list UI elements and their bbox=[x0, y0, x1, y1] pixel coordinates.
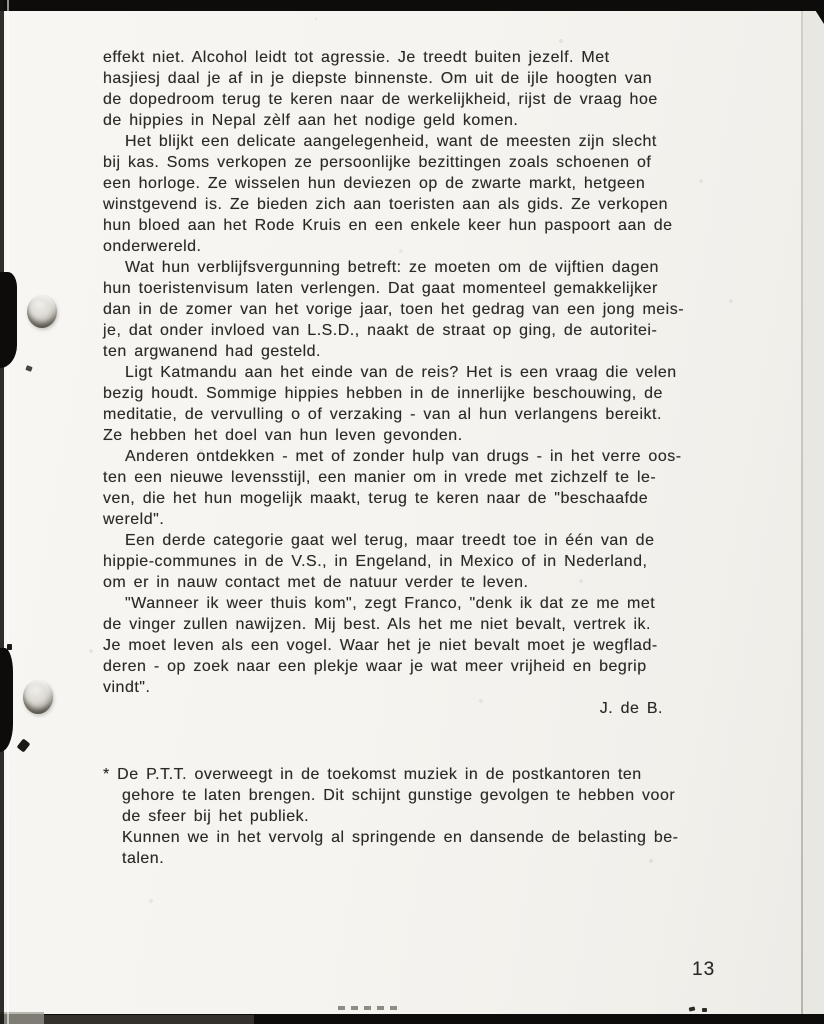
scan-artifact-blob bbox=[0, 272, 17, 368]
body-text bbox=[103, 47, 763, 869]
paragraph bbox=[103, 446, 763, 530]
text-line: Ze hebben het doel van hun leven gevonden. bbox=[103, 427, 463, 444]
text-line: Ligt Katmandu aan het einde van de reis? Het is een vraag die velen bbox=[125, 364, 677, 381]
text-line: bezig houdt. Sommige hippies hebben in de innerlijke beschouwing, de bbox=[103, 385, 663, 402]
paragraph bbox=[103, 47, 763, 131]
paragraph bbox=[103, 362, 763, 446]
text-line: een horloge. Ze wisselen hun deviezen op de zwarte markt, hetgeen bbox=[103, 175, 646, 192]
text-line: Anderen ontdekken - met of zonder hulp van drugs - in het verre oos- bbox=[125, 448, 682, 465]
text-line: wereld". bbox=[103, 511, 165, 528]
page-edge-right bbox=[801, 0, 803, 1014]
text-line: ten argwanend had gesteld. bbox=[103, 343, 321, 360]
text-line: ven, die het hun mogelijk maakt, terug te keren naar de "beschaafde bbox=[103, 490, 649, 507]
cutoff-mark bbox=[702, 1008, 707, 1012]
text-line: deren - op zoek naar een plekje waar je wat meer vrijheid en begrip bbox=[103, 658, 647, 675]
text-line: meditatie, de vervulling o of verzaking - van al hun verlangens bereikt. bbox=[103, 406, 662, 423]
footnote-line: talen. bbox=[122, 850, 165, 867]
paper-texture bbox=[315, 18, 317, 20]
cutoff-text-smudge bbox=[338, 1006, 400, 1010]
text-line: bij kas. Soms verkopen ze persoonlijke bezittingen zoals schoenen of bbox=[103, 154, 652, 171]
scan-smear bbox=[44, 1015, 254, 1024]
text-line: dan in de zomer van het vorige jaar, toen het gedrag van een jong meis- bbox=[103, 301, 685, 318]
footnote-line: gehore te laten brengen. Dit schijnt gunstige gevolgen te hebben voor bbox=[122, 787, 676, 804]
scan-speck bbox=[7, 644, 12, 650]
text-line: Een derde categorie gaat wel terug, maar treedt toe in één van de bbox=[125, 532, 655, 549]
scan-speck bbox=[17, 738, 31, 752]
text-line: je, dat onder invloed van L.S.D., naakt de straat op ging, de autoritei- bbox=[103, 322, 658, 339]
author-initials: J. de B. bbox=[599, 700, 663, 717]
footnote bbox=[103, 764, 763, 869]
scan-edge-left bbox=[0, 0, 4, 1024]
footnote-line: Kunnen we in het vervolg al springende en dansende de belasting be- bbox=[122, 829, 679, 846]
paragraph bbox=[103, 530, 763, 593]
punch-hole bbox=[27, 295, 57, 328]
text-line: de hippies in Nepal zèlf aan het nodige geld komen. bbox=[103, 112, 519, 129]
scan-scratch bbox=[7, 0, 9, 1024]
text-line: Wat hun verblijfsvergunning betreft: ze moeten om de vijftien dagen bbox=[125, 259, 659, 276]
text-line: Het blijkt een delicate aangelegenheid, want de meesten zijn slecht bbox=[125, 133, 657, 150]
text-line: effekt niet. Alcohol leidt tot agressie. Je treedt buiten jezelf. Met bbox=[103, 49, 610, 66]
text-line: ten een nieuwe levensstijl, een manier om in vrede met zichzelf te le- bbox=[103, 469, 657, 486]
punch-hole bbox=[23, 680, 53, 714]
scan-speck bbox=[25, 365, 32, 372]
paragraph bbox=[103, 257, 763, 362]
text-line: hasjiesj daal je af in je diepste binnenste. Om uit de ijle hoogten van bbox=[103, 70, 653, 87]
scan-edge-top bbox=[0, 0, 824, 11]
text-line: onderwereld. bbox=[103, 238, 202, 255]
text-line: de dopedroom terug te keren naar de werkelijkheid, rijst de vraag hoe bbox=[103, 91, 658, 108]
text-line: hippie-communes in de V.S., in Engeland, in Mexico of in Nederland, bbox=[103, 553, 648, 570]
cutoff-mark bbox=[689, 1006, 696, 1011]
page-number: 13 bbox=[692, 959, 716, 980]
text-line: hun bloed aan het Rode Kruis en een enkele keer hun paspoort aan de bbox=[103, 217, 673, 234]
text-line: hun toeristenvisum laten verlengen. Dat gaat momenteel gemakkelijker bbox=[103, 280, 658, 297]
paragraph bbox=[103, 593, 763, 698]
footnote-line: * De P.T.T. overweegt in de toekomst muziek in de postkantoren ten bbox=[103, 766, 642, 783]
text-line: de vinger zullen nawijzen. Mij best. Als het me niet bevalt, vertrek ik. bbox=[103, 616, 651, 633]
text-line: "Wanneer ik weer thuis kom", zegt Franco, "denk ik dat ze me met bbox=[125, 595, 656, 612]
text-line: winstgevend is. Ze bieden zich aan toeristen aan als gids. Ze verkopen bbox=[103, 196, 669, 213]
scan-artifact-blob bbox=[0, 648, 13, 752]
footnote-line: de sfeer bij het publiek. bbox=[122, 808, 310, 825]
text-line: vindt". bbox=[103, 679, 151, 696]
text-line: om er in nauw contact met de natuur verder te leven. bbox=[103, 574, 529, 591]
text-line: Je moet leven als een vogel. Waar het je niet bevalt moet je wegflad- bbox=[103, 637, 658, 654]
paragraph bbox=[103, 131, 763, 257]
scan-background-right bbox=[803, 11, 824, 1014]
